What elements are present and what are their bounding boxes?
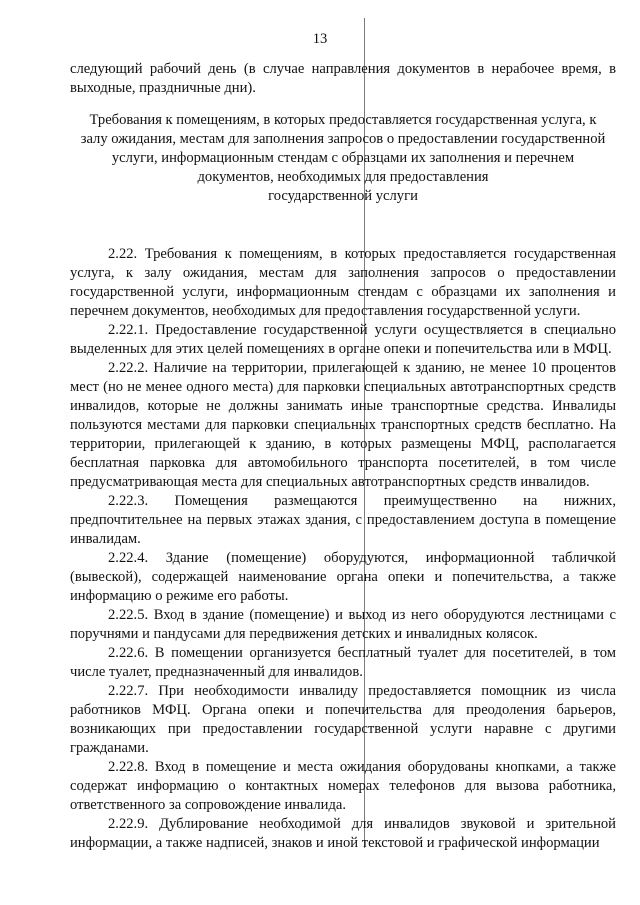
paragraph-2-22-1: 2.22.1. Предоставление государственной услуги осуществляется в специально выделенных для этих целей помещениях в органе опеки и попечительства или в МФЦ. bbox=[70, 322, 616, 357]
heading-line: Требования к помещениям, в которых предоставляется государственная услуга, к bbox=[89, 112, 597, 128]
page-number: 13 bbox=[312, 31, 328, 47]
paragraph-2-22: 2.22. Требования к помещениям, в которых предоставляется государственная услуга, к залу ожидания, местам для заполнения запросов о предоставлении государственной услуги, информационным стендам с образцами их заполнения и перечнем документов, необходимых для предоставления государственной услуги. bbox=[70, 246, 616, 319]
paragraph-2-22-5: 2.22.5. Вход в здание (помещение) и выход из него оборудуются лестницами с поручнями и пандусами для передвижения детских и инвалидных колясок. bbox=[70, 607, 616, 642]
heading-line: документов, необходимых для предоставления bbox=[197, 169, 489, 185]
heading-line: государственной услуги bbox=[268, 188, 418, 204]
heading-line: услуги, информационным стендам с образцами их заполнения и перечнем bbox=[111, 150, 575, 166]
paragraph-2-22-7: 2.22.7. При необходимости инвалиду предоставляется помощник из числа работников МФЦ. Органа опеки и попечительства для преодоления барьеров, возникающих при предоставлении государственной услуги наравне с другими гражданами. bbox=[70, 683, 616, 756]
paragraph-2-22-8: 2.22.8. Вход в помещение и места ожидания оборудованы кнопками, а также содержат информацию о контактных номерах телефонов для вызова работника, ответственного за сопровождение инвалида. bbox=[70, 759, 616, 813]
paragraph-2-22-6: 2.22.6. В помещении организуется бесплатный туалет для посетителей, в том числе туалет, предназначенный для инвалидов. bbox=[70, 645, 616, 680]
document-body bbox=[70, 60, 616, 853]
paragraph-2-22-2: 2.22.2. Наличие на территории, прилегающей к зданию, не менее 10 процентов мест (но не менее одного места) для парковки специальных автотранспортных средств инвалидов, которые не должны занимать иные транспортные средства. Инвалиды пользуются местами для парковки специальных транспортных средств бесплатно. На территории, прилегающей к зданию, в которых размещены МФЦ, располагается бесплатная парковка для автомобильного транспорта посетителей, в том числе предусматривающая места для специальных автотранспортных средств инвалидов. bbox=[70, 360, 616, 490]
intro-paragraph: следующий рабочий день (в случае направления документов в нерабочее время, в выходные, праздничные дни). bbox=[70, 61, 616, 96]
paragraph-2-22-9: 2.22.9. Дублирование необходимой для инвалидов звуковой и зрительной информации, а также надписей, знаков и иной текстовой и графической информации bbox=[70, 816, 616, 851]
paragraph-2-22-3: 2.22.3. Помещения размещаются преимущественно на нижних, предпочтительнее на первых этажах здания, с предоставлением доступа в помещение инвалидам. bbox=[70, 493, 616, 547]
heading-line: залу ожидания, местам для заполнения запросов о предоставлении государственной bbox=[80, 131, 606, 147]
section-heading bbox=[70, 111, 616, 206]
paragraph-2-22-4: 2.22.4. Здание (помещение) оборудуются, информационной табличкой (вывеской), содержащей наименование органа опеки и попечительства, а также информацию о режиме его работы. bbox=[70, 550, 616, 604]
